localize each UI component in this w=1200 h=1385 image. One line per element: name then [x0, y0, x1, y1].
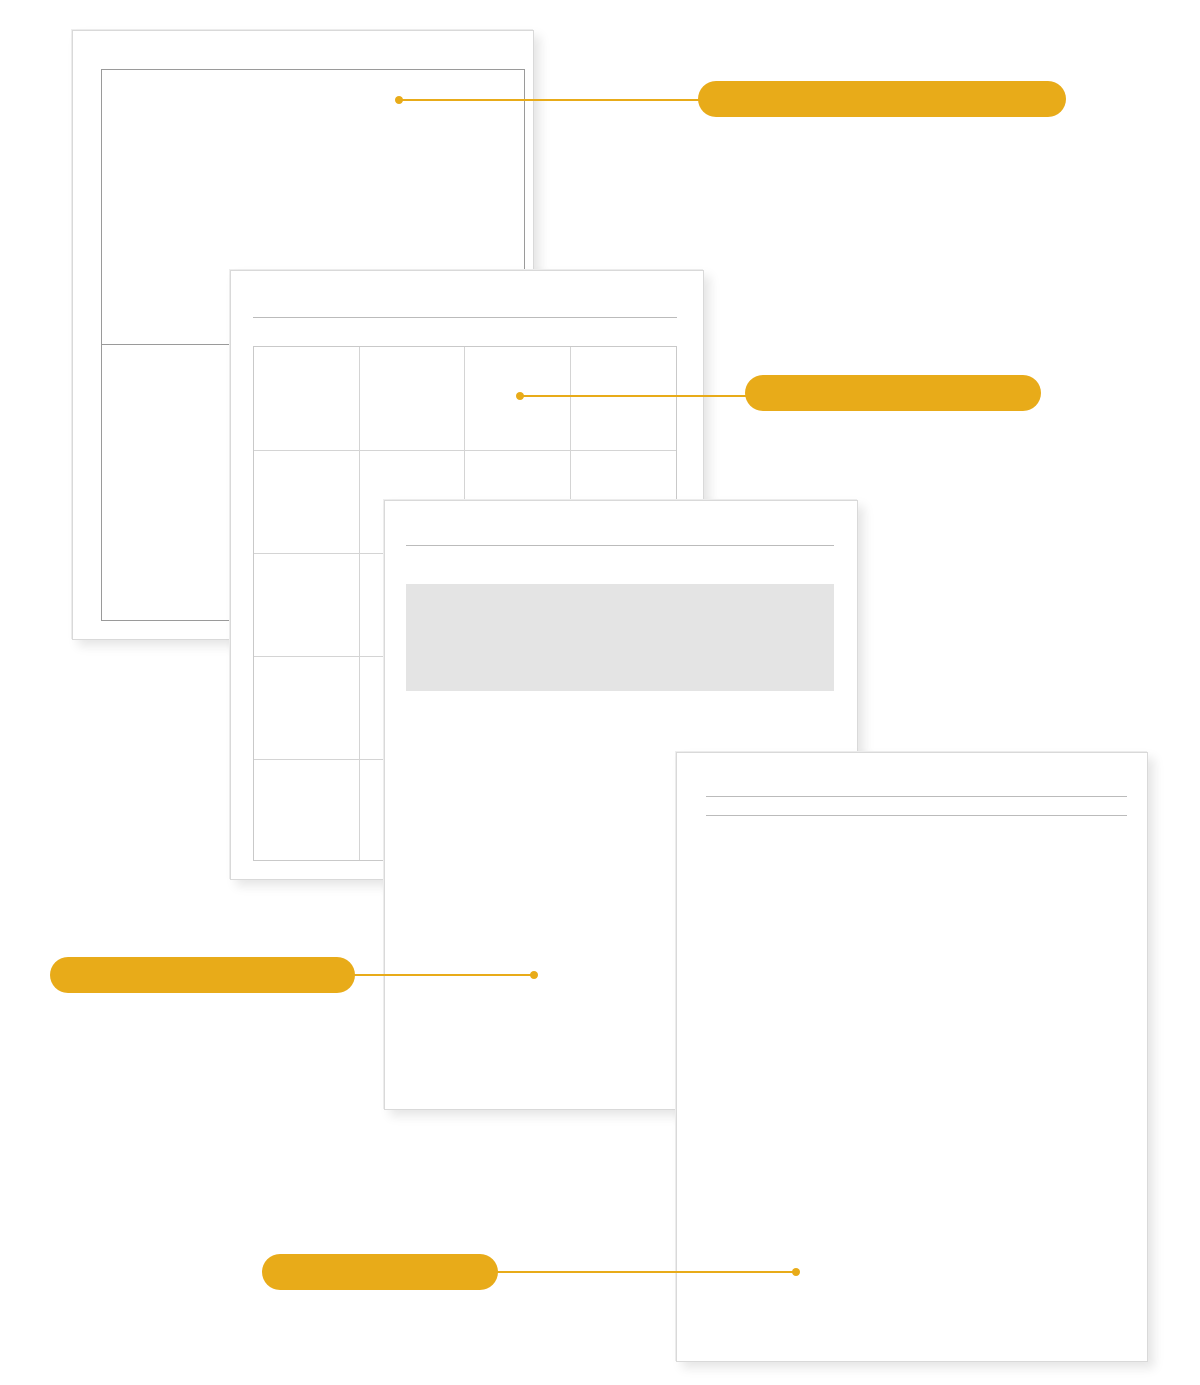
habit-table	[706, 815, 1127, 816]
callout-leader	[399, 99, 704, 101]
spiral-binding	[680, 290, 726, 495]
spiral-binding	[656, 772, 702, 1342]
yearly-overview-callout	[698, 81, 1066, 117]
month-of-line	[253, 317, 677, 318]
grid-row-line	[254, 450, 676, 451]
callout-leader	[520, 395, 750, 397]
habit-tracker-callout	[262, 1254, 498, 1290]
callout-leader	[350, 974, 534, 976]
title-line	[706, 796, 1127, 797]
callout-dot	[792, 1268, 800, 1276]
callout-leader	[494, 1271, 796, 1273]
monthly-goal-tracker-callout	[50, 957, 355, 993]
callout-dot	[530, 971, 538, 979]
reminders-box	[406, 584, 834, 691]
grid-column-line	[359, 347, 360, 860]
inspiration-board-callout	[745, 375, 1041, 411]
spiral-binding	[834, 520, 880, 745]
month-of-line	[406, 545, 834, 546]
